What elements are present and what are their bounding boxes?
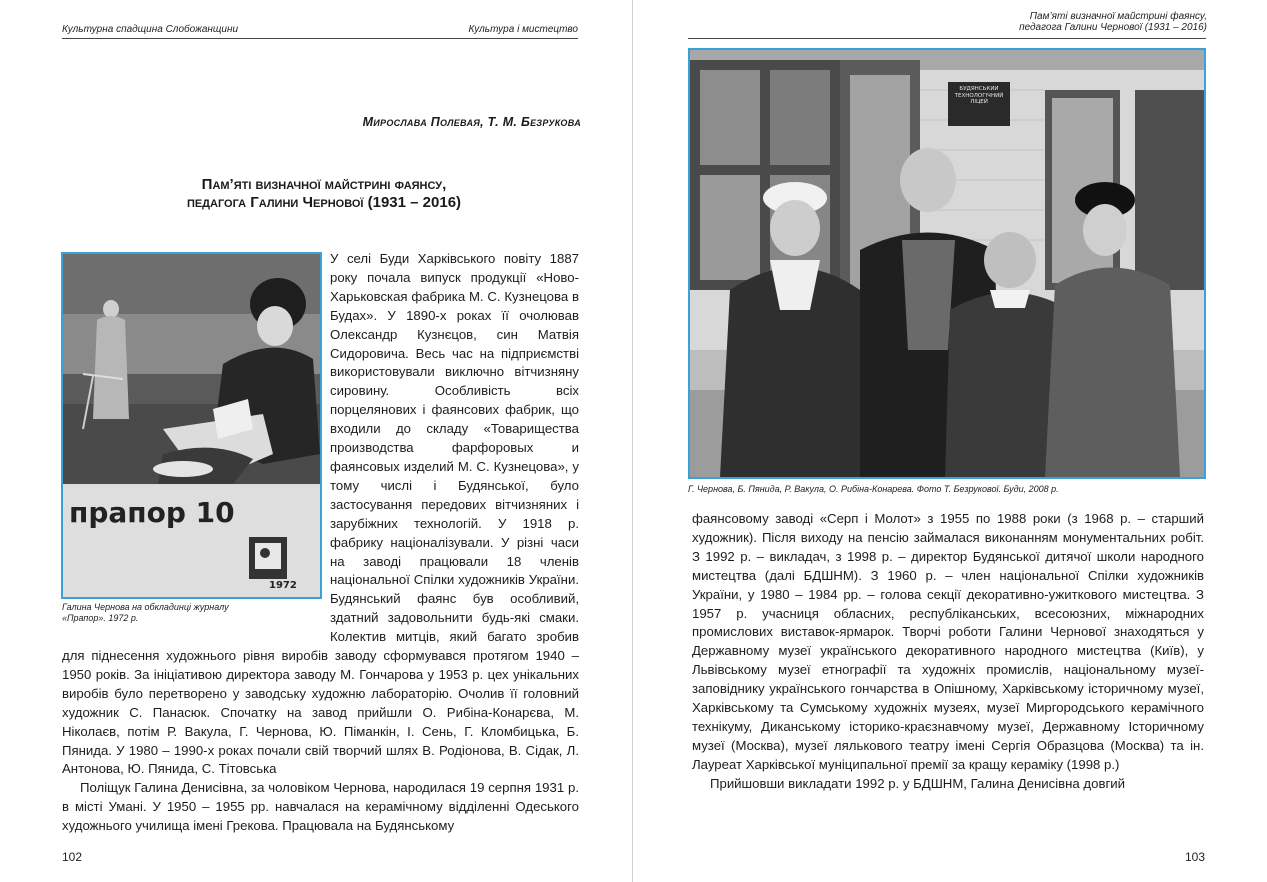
group-photo-illustration bbox=[690, 50, 1204, 477]
header-rule bbox=[62, 38, 578, 39]
right-paragraph-2: Прийшовши викладати 1992 р. у БДШНМ, Галина Денисівна довгий bbox=[710, 775, 1126, 791]
running-head-article-line2: педагога Галини Чернової (1931 – 2016) bbox=[1019, 22, 1207, 33]
cover-caption-line1: Галина Чернова на обкладинці журналу bbox=[62, 602, 229, 612]
left-body-text bbox=[62, 250, 579, 836]
left-paragraph-2: Поліщук Галина Денисівна, за чоловіком Чернова, народилася 19 серпня 1931 р. в місті Умані. У 1950 – 1955 рр. навчалася на керамічному відділенні Одеського художнього училища імені Грекова. Працювала на Будянському bbox=[62, 780, 579, 834]
group-photo bbox=[688, 48, 1206, 479]
running-head-article-line1: Пам’яті визначної майстрині фаянсу, bbox=[1029, 11, 1207, 22]
running-head-section: Культура і мистецтво bbox=[468, 24, 578, 35]
article-title-line1: Пам’яті визначної майстрині фаянсу, bbox=[201, 176, 447, 193]
right-page bbox=[634, 0, 1267, 882]
running-head-left: Культурна спадщина Слобожанщини bbox=[62, 24, 239, 35]
right-paragraph-1: фаянсовому заводі «Серп і Молот» з 1955 по 1988 роки (з 1968 р. – старший художник). Після виходу на пенсію займалася виконанням монументальних робіт. З 1992 р. – викладач, з 1998 р. – директор Будянської дитячої школи народного мистецтва (далі БДШНМ). З 1960 р. – член національної Спілки художників України, у 1980 – 1984 рр. – голова секції декоративно-ужиткового мистецтва. З 1957 р. учасниця обласних, республіканських, всесоюзних, міжнародних промислових виставок-ярмарок. Творчі роботи Галини Чернової знаходяться у Державному музеї українського декоративного народного мистецтва (Київ), у Львівському музеї етнографії та художніх промислів, національному музеї-заповіднику українського гончарства в Опішному, Харківському історичному музеї, Харківському та Сумському художніх музеях, музеї Миргородського керамічного технікуму, Диканському історико-краєзнавчому музеї, Державному Історичному музеї (Москва), музеї лялькового театру імені Сергія Образцова (Москва) та ін. Лауреат Харківської муніципальної премії за кращу кераміку (1998 р.) bbox=[692, 511, 1204, 772]
running-head-article bbox=[1019, 11, 1207, 33]
page-number-left: 102 bbox=[62, 850, 83, 864]
plaque-text: БУДЯНСЬКИЙ ТЕХНОЛОГІЧНИЙ ЛІЦЕЙ bbox=[954, 86, 1004, 105]
article-title-line2: педагога Галини Чернової (1931 – 2016) bbox=[186, 194, 462, 211]
left-page bbox=[0, 0, 633, 882]
header-rule bbox=[688, 38, 1206, 39]
group-photo-caption: Г. Чернова, Б. Пянида, Р. Вакула, О. Рибіна-Конарева. Фото Т. Безрукової. Буди, 2008 р. bbox=[688, 484, 1059, 494]
left-paragraph-1: У селі Буди Харківського повіту 1887 року почала випуск продукції «Ново-Харьковская фабрика М. С. Кузнецова в Будах». У 1890-х роках її очолював Олександр Кузнєцов, син Матвія Сидоровича. Весь час на підприємстві використовували виключно вітчизняну сировину. Особливість всіх порцелянових і фаянсових фабрик, що входили до складу «Товарищества производства фарфоровых и фаянсовых изделий М. С. Кузнецова», у тому числі і Будянської, було застосування передових вітчизняних і зарубіжних технологій. У 1918 р. фабрику націоналізували. У різні часи на заводі працювали 18 членів національної Спілки художників України. Будянський фаянс був особливий, здатний задовольнити будь-які смаки. Колектив митців, який багато зробив для піднесення художнього рівня виробів заводу сформувався протягом 1940 – 1950 років. За ініціативою директора заводу М. Гончарова у 1953 р. цех унікальних виробів було перетворено у заводську художню лабораторію. Очолив її головний художник С. Панасюк. Спочатку на завод прийшли О. Рибіна-Конарєва, М. Ніколаєв, потім Р. Вакула, Г. Чернова, Ю. Піманкін, І. Сень, Г. Кломбицька, Б. Пянида. У 1980 – 1990-х роках почали свій творчий шлях В. Родіонова, В. Сідак, Л. Антонова, Ю. Пянида, С. Тітовська bbox=[62, 251, 579, 777]
left-body-text-column bbox=[62, 250, 579, 840]
cover-year: 1972 bbox=[269, 580, 297, 591]
article-title bbox=[60, 176, 588, 212]
right-body-text bbox=[692, 510, 1204, 794]
page-number-right: 103 bbox=[1184, 850, 1205, 864]
cover-magazine-title: прапор 10 bbox=[69, 496, 235, 529]
article-authors: Мирослава Полевая, Т. М. Безрукова bbox=[362, 115, 581, 129]
cover-caption-line2: «Прапор». 1972 р. bbox=[62, 613, 139, 623]
